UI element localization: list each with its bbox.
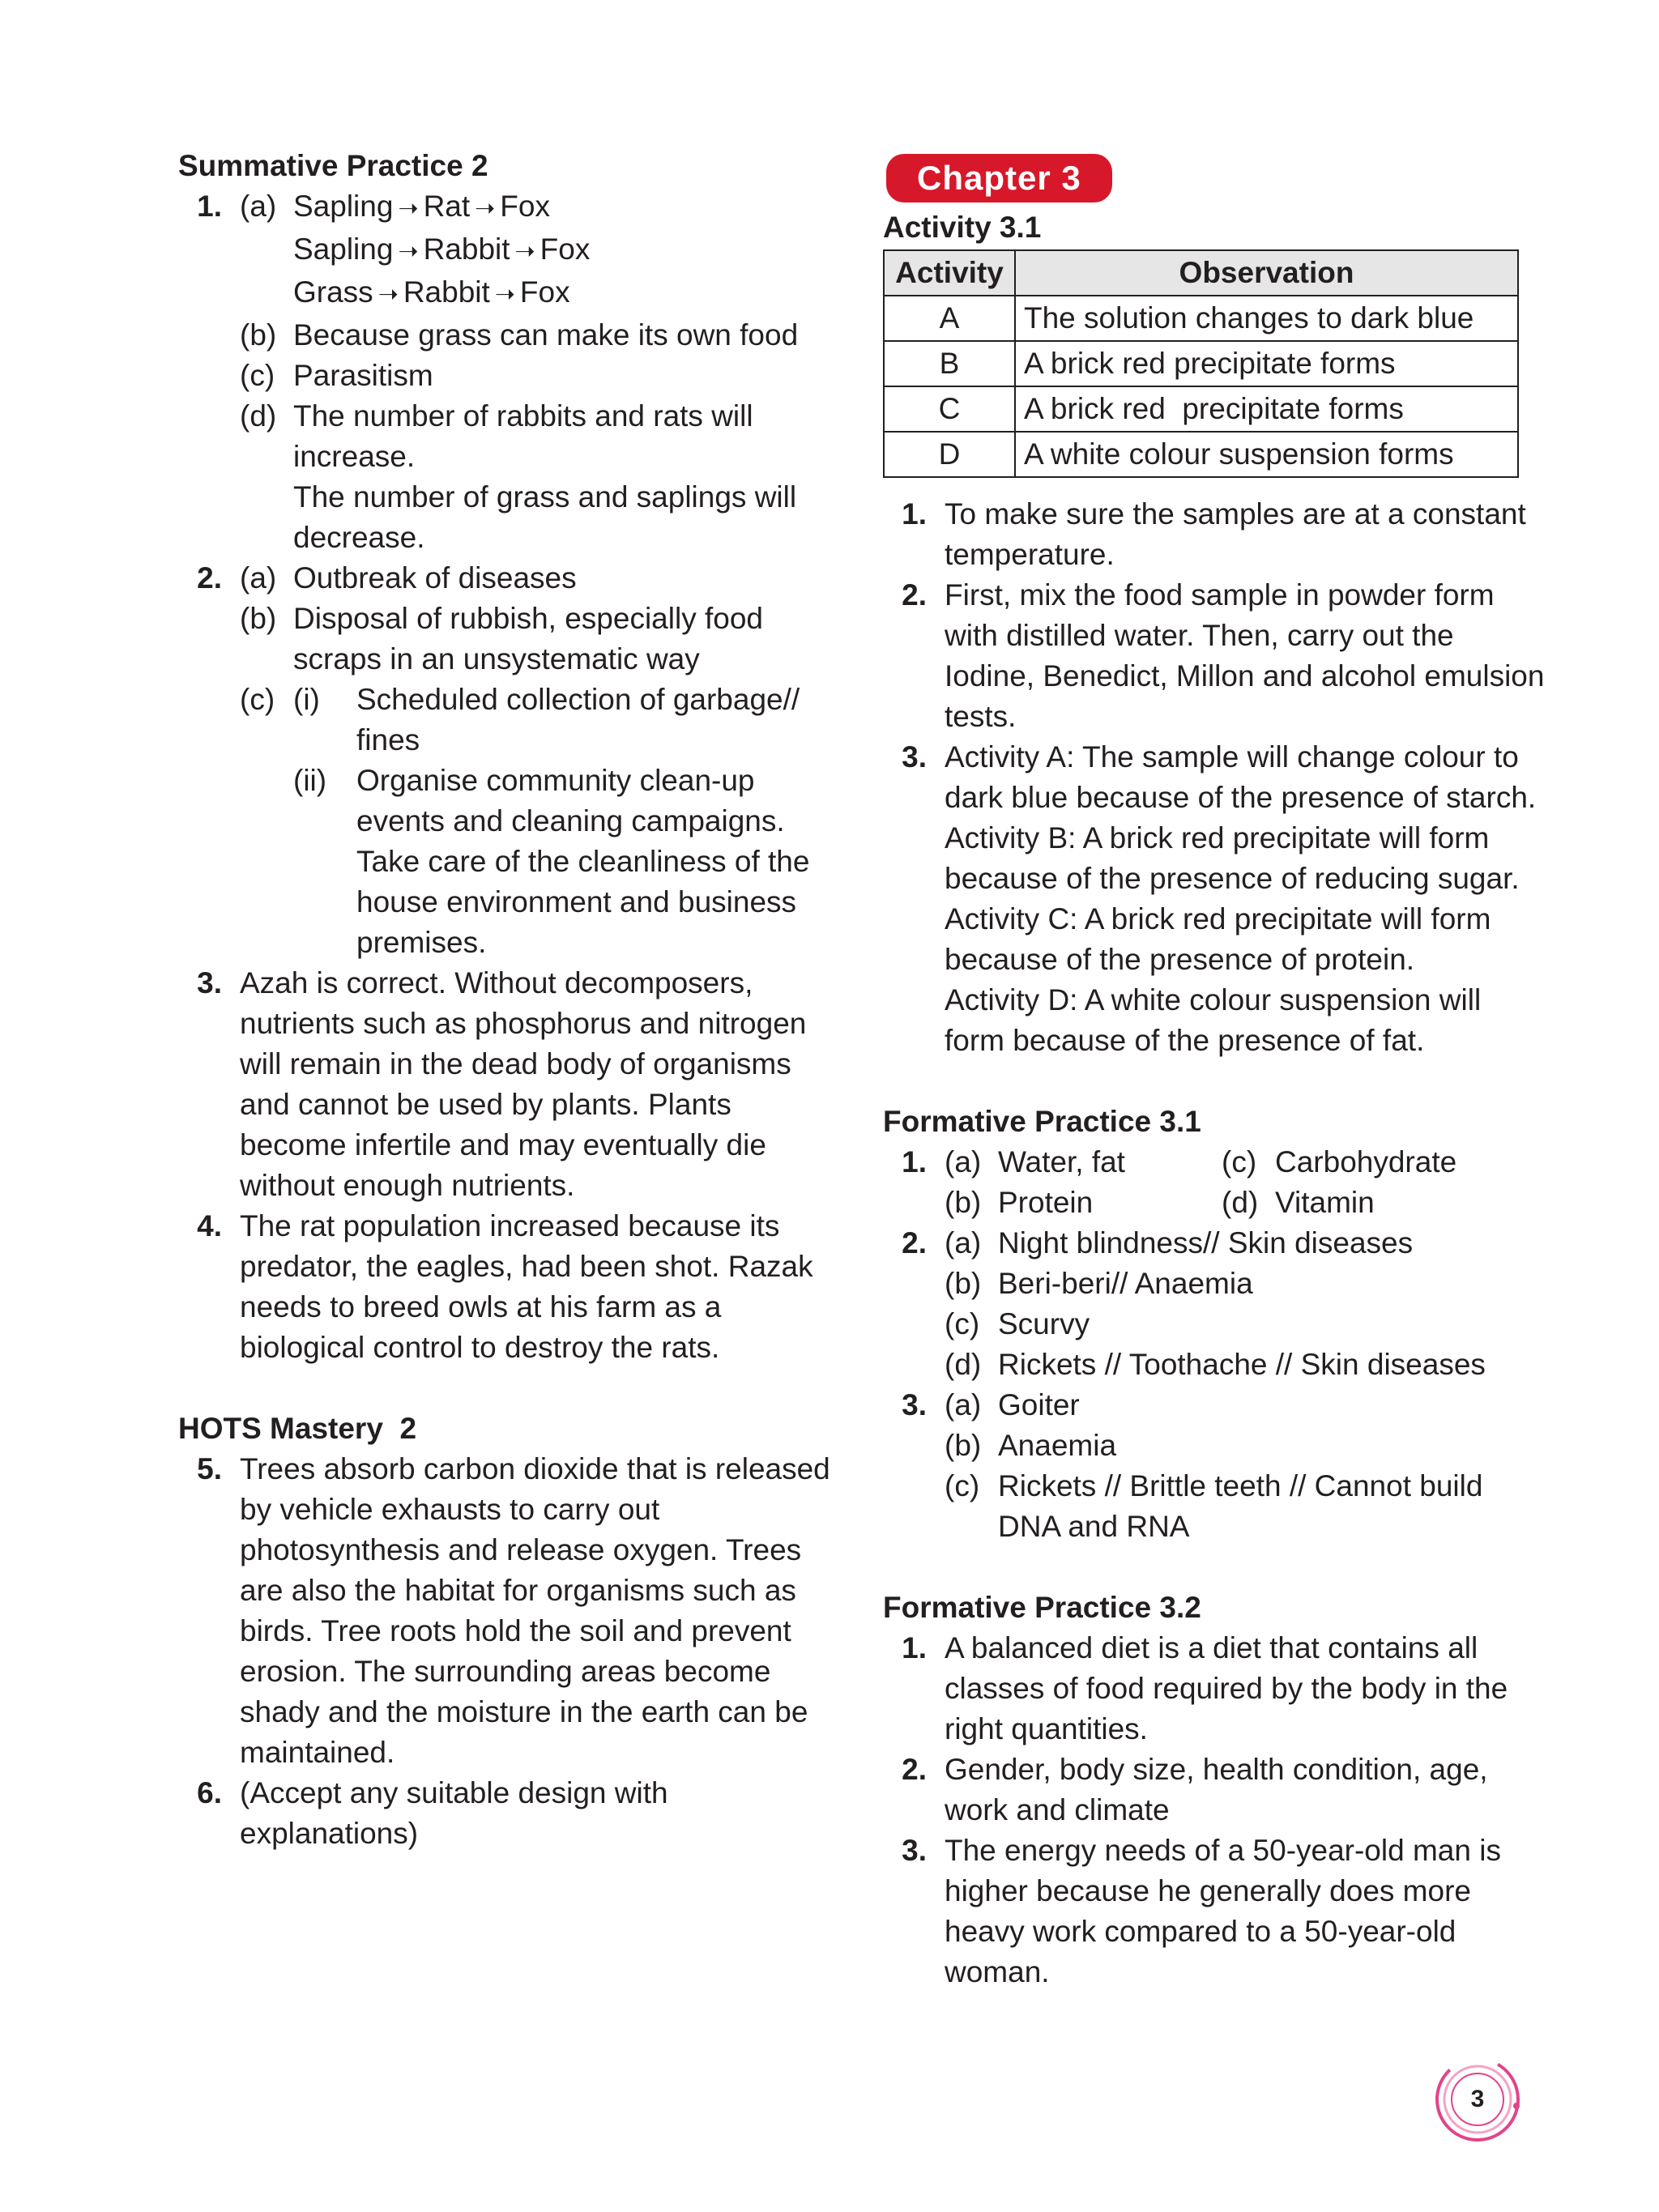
activity-question-1 — [883, 494, 1547, 575]
question-number: 3. — [902, 1834, 927, 1867]
answer-3c — [945, 1466, 1547, 1547]
table-cell: A — [884, 296, 1015, 341]
answer-text: Activity D: A white colour suspension will form because of the presence of fat. — [945, 983, 1482, 1057]
question-number: 4. — [197, 1209, 222, 1242]
fp31-question-2 — [883, 1223, 1547, 1385]
answer-1c — [240, 356, 842, 396]
answer-text: The rat population increased because its predator, the eagles, had been shot. Razak needs to breed owls at his farm as a biological control to destroy the rats. — [240, 1209, 813, 1364]
question-number: 1. — [902, 1145, 927, 1178]
answer-text: Disposal of rubbish, especially food scraps in an unsystematic way — [293, 602, 763, 676]
sub-label: (a) — [240, 190, 277, 223]
answer-text: Organise community clean-up events and cleaning campaigns. Take care of the cleanliness of the house environment and business premises. — [356, 764, 810, 959]
arrow-icon: ➝ — [494, 281, 515, 308]
table-row — [884, 341, 1518, 386]
answer-text: Goiter — [998, 1388, 1080, 1421]
question-number: 3. — [902, 1388, 927, 1421]
answer-1a — [945, 1142, 1222, 1183]
question-2 — [178, 558, 842, 963]
answer-text: Water, fat — [998, 1145, 1125, 1178]
question-number: 2. — [197, 561, 222, 595]
answer-1a — [240, 186, 842, 315]
table-cell: The solution changes to dark blue — [1015, 296, 1518, 341]
fp31-question-1 — [883, 1142, 1547, 1223]
chain-item: Fox — [539, 232, 591, 266]
answer-text: First, mix the food sample in powder form with distilled water. Then, carry out the Iodine, Benedict, Millon and alcohol emulsion tests. — [945, 578, 1545, 733]
chain-item: Fox — [500, 190, 550, 223]
table-row — [884, 432, 1518, 477]
chain-item: Rabbit — [403, 275, 490, 309]
answer-text: Activity B: A brick red precipitate will form because of the presence of reducing sugar. — [945, 821, 1520, 895]
answer-1b — [945, 1183, 1222, 1223]
arrow-icon: ➝ — [514, 238, 535, 265]
sub-label: (b) — [240, 318, 277, 352]
table-row — [884, 296, 1518, 341]
answer-text: Gender, body size, health condition, age, work and climate — [945, 1753, 1488, 1826]
answer-3b — [945, 1426, 1547, 1466]
answer-text: Protein — [998, 1186, 1094, 1219]
answer-text: A balanced diet is a diet that contains all classes of food required by the body in the right quantities. — [945, 1631, 1508, 1745]
question-number: 1. — [902, 497, 927, 531]
table-row — [884, 386, 1518, 432]
table-cell: A brick red precipitate forms — [1015, 386, 1518, 432]
answer-2c — [240, 680, 842, 963]
page-number: 3 — [1470, 2086, 1485, 2112]
section-title-formative-practice-3-1: Formative Practice 3.1 — [883, 1105, 1201, 1138]
answer-2b — [240, 599, 842, 680]
answer-text: The energy needs of a 50-year-old man is higher because he generally does more heavy work compared to a 50-year-old woman. — [945, 1834, 1501, 1988]
table-cell: A white colour suspension forms — [1015, 432, 1518, 477]
arrow-icon: ➝ — [398, 238, 419, 265]
answer-3a — [945, 1385, 1547, 1426]
answer-text: Anaemia — [998, 1429, 1117, 1462]
answer-2d — [945, 1345, 1547, 1385]
left-column — [178, 146, 842, 1854]
section-title-activity-3-1: Activity 3.1 — [883, 211, 1042, 244]
sub-label: (a) — [945, 1145, 982, 1178]
sub-label: (b) — [945, 1186, 982, 1219]
answer-text: The number of rabbits and rats will increase. — [293, 399, 753, 473]
question-number: 2. — [902, 1753, 927, 1786]
answer-text: To make sure the samples are at a constant temperature. — [945, 497, 1526, 571]
roman-label: (ii) — [293, 764, 327, 797]
fp31-question-3 — [883, 1385, 1547, 1547]
chain-item: Rabbit — [423, 232, 510, 266]
question-6 — [178, 1773, 842, 1854]
answer-1d — [1222, 1183, 1499, 1223]
table-cell: B — [884, 341, 1015, 386]
chapter-badge: Chapter 3 — [886, 154, 1112, 202]
answer-text: Outbreak of diseases — [293, 561, 577, 595]
fp32-question-3 — [883, 1831, 1547, 1993]
section-title-summative-practice-2: Summative Practice 2 — [178, 149, 488, 182]
question-4 — [178, 1206, 842, 1368]
sub-label: (c) — [1222, 1145, 1257, 1178]
roman-label: (i) — [293, 683, 320, 716]
answer-text: Scurvy — [998, 1307, 1090, 1340]
sub-label: (b) — [945, 1429, 982, 1462]
table-header-observation: Observation — [1015, 250, 1518, 296]
question-number: 3. — [197, 966, 222, 999]
sub-label: (d) — [240, 399, 277, 433]
answer-text: Parasitism — [293, 359, 433, 392]
answer-text: Because grass can make its own food — [293, 318, 799, 352]
sub-label: (a) — [945, 1388, 982, 1421]
answer-text: Rickets // Toothache // Skin diseases — [998, 1348, 1486, 1381]
answer-text: Rickets // Brittle teeth // Cannot build DNA and RNA — [998, 1469, 1483, 1543]
answer-text: Azah is correct. Without decomposers, nutrients such as phosphorus and nitrogen will remain in the dead body of organisms and cannot be used by plants. Plants become infertile and may eventually die without enough nutrients. — [240, 966, 807, 1202]
page-number-badge — [1432, 2054, 1523, 2145]
chain-item: Sapling — [293, 232, 394, 266]
sub-label: (c) — [240, 683, 275, 716]
activity-table — [883, 249, 1519, 478]
sub-label: (d) — [1222, 1186, 1259, 1219]
answer-text: The number of grass and saplings will decrease. — [293, 480, 797, 554]
table-cell: C — [884, 386, 1015, 432]
question-5 — [178, 1449, 842, 1773]
food-chain-3 — [293, 272, 842, 315]
sub-label: (a) — [240, 561, 277, 595]
answer-text: Scheduled collection of garbage// fines — [356, 683, 800, 757]
chain-item: Fox — [519, 275, 570, 309]
answer-text: (Accept any suitable design with explanations) — [240, 1776, 668, 1850]
section-title-hots-mastery: HOTS Mastery 2 — [178, 1412, 417, 1445]
table-header-row — [884, 250, 1518, 296]
chain-item: Grass — [293, 275, 373, 309]
answer-2a — [945, 1223, 1547, 1264]
chain-item: Sapling — [293, 190, 394, 223]
arrow-icon: ➝ — [475, 195, 496, 222]
section-title-formative-practice-3-2: Formative Practice 3.2 — [883, 1591, 1201, 1624]
chain-item: Rat — [423, 190, 471, 223]
question-number: 2. — [902, 578, 927, 612]
sub-label: (b) — [945, 1267, 982, 1300]
sub-label: (c) — [945, 1469, 980, 1502]
answer-2c-i — [293, 680, 842, 761]
answer-text: Activity A: The sample will change colour to dark blue because of the presence of starch. — [945, 740, 1537, 814]
table-cell: D — [884, 432, 1015, 477]
table-cell: A brick red precipitate forms — [1015, 341, 1518, 386]
sub-label: (a) — [945, 1226, 982, 1259]
answer-text: Activity C: A brick red precipitate will form because of the presence of protein. — [945, 902, 1491, 976]
question-number: 5. — [197, 1452, 222, 1485]
food-chain-2 — [293, 229, 842, 272]
activity-question-3 — [883, 737, 1547, 1061]
answer-1b — [240, 315, 842, 356]
food-chain-1 — [293, 186, 842, 229]
question-number: 2. — [902, 1226, 927, 1259]
table-header-activity: Activity — [884, 250, 1015, 296]
answer-text: Night blindness// Skin diseases — [998, 1226, 1414, 1259]
sub-label: (c) — [240, 359, 275, 392]
answer-text: Vitamin — [1275, 1186, 1375, 1219]
answer-text: Beri-beri// Anaemia — [998, 1267, 1253, 1300]
answer-text: Carbohydrate — [1275, 1145, 1457, 1178]
question-number: 1. — [902, 1631, 927, 1664]
sub-label: (d) — [945, 1348, 982, 1381]
answer-text: Trees absorb carbon dioxide that is released by vehicle exhausts to carry out photosynthesis and release oxygen. Trees are also the habitat for organisms such as birds. Tree roots hold the soil and prevent erosion. The surrounding areas become shady and the moisture in the earth can be maintained. — [240, 1452, 830, 1769]
arrow-icon: ➝ — [398, 195, 419, 222]
answer-2c — [945, 1304, 1547, 1345]
arrow-icon: ➝ — [377, 281, 399, 308]
answer-2b — [945, 1264, 1547, 1304]
answer-1d — [240, 396, 842, 558]
sub-label: (c) — [945, 1307, 980, 1340]
answer-2c-ii — [293, 761, 842, 963]
answer-2a — [240, 558, 842, 599]
question-number: 3. — [902, 740, 927, 774]
activity-question-2 — [883, 575, 1547, 737]
question-number: 6. — [197, 1776, 222, 1809]
right-column — [883, 154, 1547, 1993]
question-3 — [178, 963, 842, 1206]
sub-label: (b) — [240, 602, 277, 635]
fp32-question-1 — [883, 1628, 1547, 1750]
question-1 — [178, 186, 842, 558]
answer-1c — [1222, 1142, 1499, 1183]
fp32-question-2 — [883, 1750, 1547, 1831]
question-number: 1. — [197, 190, 222, 223]
